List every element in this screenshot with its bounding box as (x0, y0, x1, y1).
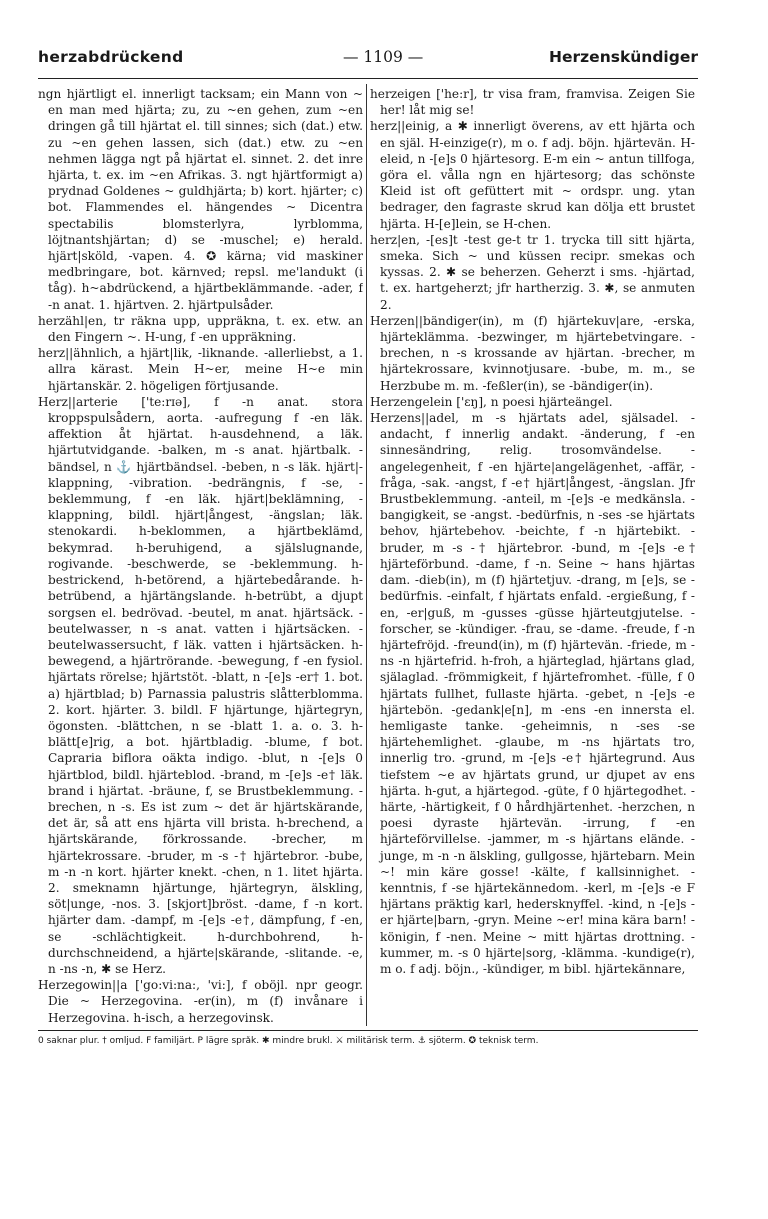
column-divider (366, 84, 367, 1026)
entry-herz-continued: ngn hjärtligt el. innerligt tacksam; ein Mann von ~ en man med hjärta; zu, zu ~en gehen, zum ~en dringen gå till hjärtat el. till sinnes; sich (dat.) etw. zu ~en gehen lassen, sich (dat.) etw. zu ~en nehmen lägga ngt på hjärtat el. sinnet. 2. det inre hjärta, t. ex. im ~en Afrikas. 3. ngt hjärtformigt a) prydnad Goldenes ~ guldhjärta; b) kort. hjärter; c) bot. Flammendes el. hängendes ~ Dicentra spectabilis blomsterlyra, lyrblomma, löjtnantshjärtan; d) se -muschel; e) herald. hjärt|sköld, -vapen. 4. ✪ kärna; vid maskiner medbringare, bot. kärnved; repsl. me'landukt (i tåg). h~abdrückend, a hjärtbeklämmande. -ader, f -n anat. 1. hjärtven. 2. hjärtpulsåder. (38, 87, 363, 312)
entry-herzensadel: Herzens||adel, m -s hjärtats adel, själsadel. -andacht, f innerlig andakt. -änderung, f -en sinnesändring, relig. trosomvändelse. -angelegenheit, f -en hjärte|angelägenhet, -affär, -fråga, -sak. -angst, f -e† hjärt|ångest, -ängslan. Jfr Brustbeklemmung. -anteil, m -[e]s -e medkänsla. -bangigkeit, se -angst. -bedürfnis, n -ses -se hjärtats behov, hjärtebehov. -beichte, f -n hjärtebikt. -bruder, m -s -† hjärtebror. -bund, m -[e]s -e† hjärteförbund. -dame, f -n. Seine ~ hans hjärtas dam. -dieb(in), m (f) hjärtetjuv. -drang, m [e]s, se -bedürfnis. -einfalt, f hjärtats enfald. -ergießung, f -en, -er|guß, m -gusses -güsse hjärteutgjutelse. -forscher, se -kündiger. -frau, se -dame. -freude, f -n hjärtefröjd. -freund(in), m (f) hjärtevän. -friede, m -ns -n hjärtefrid. h-froh, a hjärteglad, hjärtans glad, själaglad. -frömmigkeit, f hjärtefromhet. -fülle, f 0 hjärtats fullhet, fullaste hjärta. -gebet, n -[e]s -e hjärtebön. -gedank|e[n], m -ens -en innersta el. hemligaste tanke. -geheimnis, n -ses -se hjärtehemlighet. -glaube, m -ns hjärtats tro, innerlig tro. -grund, m -[e]s -e† hjärtegrund. Aus tiefstem ~e av hjärtats grund, ur djupet av ens hjärta. h-gut, a hjärtegod. -güte, f 0 hjärtegodhet. -härte, -härtigkeit, f 0 hårdhjärtenhet. -herzchen, n poesi dyraste hjärtevän. -irrung, f -en hjärteförvillelse. -jammer, m -s hjärtans elände. -junge, m -n -n älskling, gullgosse, hjärtebarn. Mein ~! min käre gosse! -kälte, f kallsinnighet. -kenntnis, f -se hjärtekännedom. -kerl, m -[e]s -e F hjärtans präktig karl, hedersknyffel. -kind, n -[e]s -er hjärte|barn, -gryn. Meine ~er! mina kära barn! -königin, f -nen. Meine ~ mitt hjärtas drottning. -kummer, m. -s 0 hjärte|sorg, -klämma. -kundige(r), m o. f adj. böjn., -kündiger, m bibl. hjärtekännare, (370, 411, 695, 976)
entry-herzen: herz|en, -[es]t -test ge-t tr 1. trycka till sitt hjärta, smeka. Sich ~ und küssen recipr. smekas och kyssas. 2. ✱ se beherzen. Geherzt i sms. -hjärtad, t. ex. hartgeherzt; jfr hartherzig. 3. ✱, se anmuten 2. (370, 232, 695, 312)
entry-herzeigen: herzeigen ['he:r], tr visa fram, framvisa. Zeigen Sie her! låt mig se! (370, 87, 695, 118)
header-rule (38, 78, 698, 79)
page-header (38, 48, 698, 78)
entry-herzenbaendiger: Herzen||bändiger(in), m (f) hjärtekuv|are, -erska, hjärteklämma. -bezwinger, m hjärtebetvingare. -brechen, n -s krossande av hjärtan. -brecher, m hjärtekrossare, kvinnotjusare. -bube, m. m., se Herzbube m. m. -feßler(in), se -bändiger(in). (370, 313, 695, 393)
entry-herzeinig: herz||einig, a ✱ innerligt överens, av ett hjärta och en själ. H-einzige(r), m o. f adj. böjn. hjärtevän. H-eleid, n -[e]s 0 hjärtesorg. E-m ein ~ antun tillfoga, göra el. vålla ngn en hjärtesorg; das schönste Kleid ist oft gefüttert mit ~ ordspr. ung. ytan bedrager, den fagraste skrud kan dölja ett brustet hjärta. H-[e]lein, se H-chen. (370, 119, 695, 231)
right-guide-word: Herzenskündiger (549, 48, 698, 66)
abbreviation-legend: 0 saknar plur. † omljud. F familjärt. P lägre språk. ✱ mindre brukl. ⚔ militärisk term. ⚓ sjöterm. ✪ teknisk term. (38, 1036, 539, 1046)
entry-herzaehlen: herzähl|en, tr räkna upp, uppräkna, t. ex. etw. an den Fingern ~. H-ung, f -en uppräkning. (38, 313, 363, 345)
left-column (38, 86, 363, 1026)
right-column (370, 86, 695, 1026)
entry-herzengelein: Herzengelein ['ɛŋ], n poesi hjärteängel. (370, 394, 613, 409)
entry-herzaehnlich: herz||ähnlich, a hjärt|lik, -liknande. -allerliebst, a 1. allra kärast. Mein H~er, meine H~e min hjärtanskär. 2. högeligen förtjusande. (38, 346, 363, 393)
entry-herzarterie: Herz||arterie ['te:rɪə], f -n anat. stora kroppspulsådern, aorta. -aufregung f -en läk. affektion åt hjärtat. h-ausdehnend, a läk. hjärtutvidgande. -balken, m -s anat. hjärtbalk. -bändsel, n ⚓ hjärtbändsel. -beben, n -s läk. hjärt|-klappning, -vibration. -bedrängnis, f -se, -beklemmung, f -en läk. hjärt|beklämning, -klappning, bildl. hjärt|ångest, -ängslan; läk. stenokardi. h-beklommen, a hjärtbeklämd, bekymrad. h-beruhigend, a själslugnande, rogivande. -beschwerde, se -beklemmung. h-bestrickend, h-betörend, a hjärtebedårande. h-betrübend, a hjärtängslande. h-betrübt, a djupt sorgsen el. bedrövad. -beutel, m anat. hjärtsäck. -beutelwasser, n -s anat. vatten i hjärtsäcken. -beutelwassersucht, f läk. vatten i hjärtsäcken. h-bewegend, a hjärtrörande. -bewegung, f -en fysiol. hjärtats rörelse; hjärtstöt. -blatt, n -[e]s -er† 1. bot. a) hjärtblad; b) Parnassia palustris slåtterblomma. 2. kort. hjärter. 3. bildl. F hjärtunge, hjärtegryn, ögonsten. -blättchen, n se -blatt 1. a. o. 3. h-blätt[e]rig, a bot. hjärtbladig. -blume, f bot. Capraria biflora oäkta indigo. -blut, n -[e]s 0 hjärtblod, bildl. hjärteblod. -brand, m -[e]s -e† läk. brand i hjärtat. -bräune, f, se Brustbeklemmung. -brechen, n -s. Es ist zum ~ det är hjärtskärande, det är, så att ens hjärta vill brista. h-brechend, a hjärtskärande, förkrossande. -brecher, m hjärtekrossare. -bruder, m -s -† hjärtebror. -bube, m -n -n kort. hjärter knekt. -chen, n 1. litet hjärta. 2. smeknamn hjärtunge, hjärtegryn, älskling, söt|unge, -nos. 3. [skjort]bröst. -dame, f -n kort. hjärter dam. -dampf, m -[e]s -e†, dämpfung, f -en, se -schlächtigkeit. h-durchbohrend, h-durchschneidend, a hjärte|skärande, -slitande. -e, n -ns -n, ✱ se Herz. (38, 394, 363, 976)
entry-herzegowina: Herzegowin||a ['go:vi:na:, 'vi:], f oböjl. npr geogr. Die ~ Herzegovina. -er(in), m (f) invånare i Herzegovina. h-isch, a herzegovinsk. (38, 978, 363, 1025)
footer-rule (38, 1030, 698, 1031)
page-number: — 1109 — (343, 48, 424, 66)
left-guide-word: herzabdrückend (38, 48, 184, 66)
